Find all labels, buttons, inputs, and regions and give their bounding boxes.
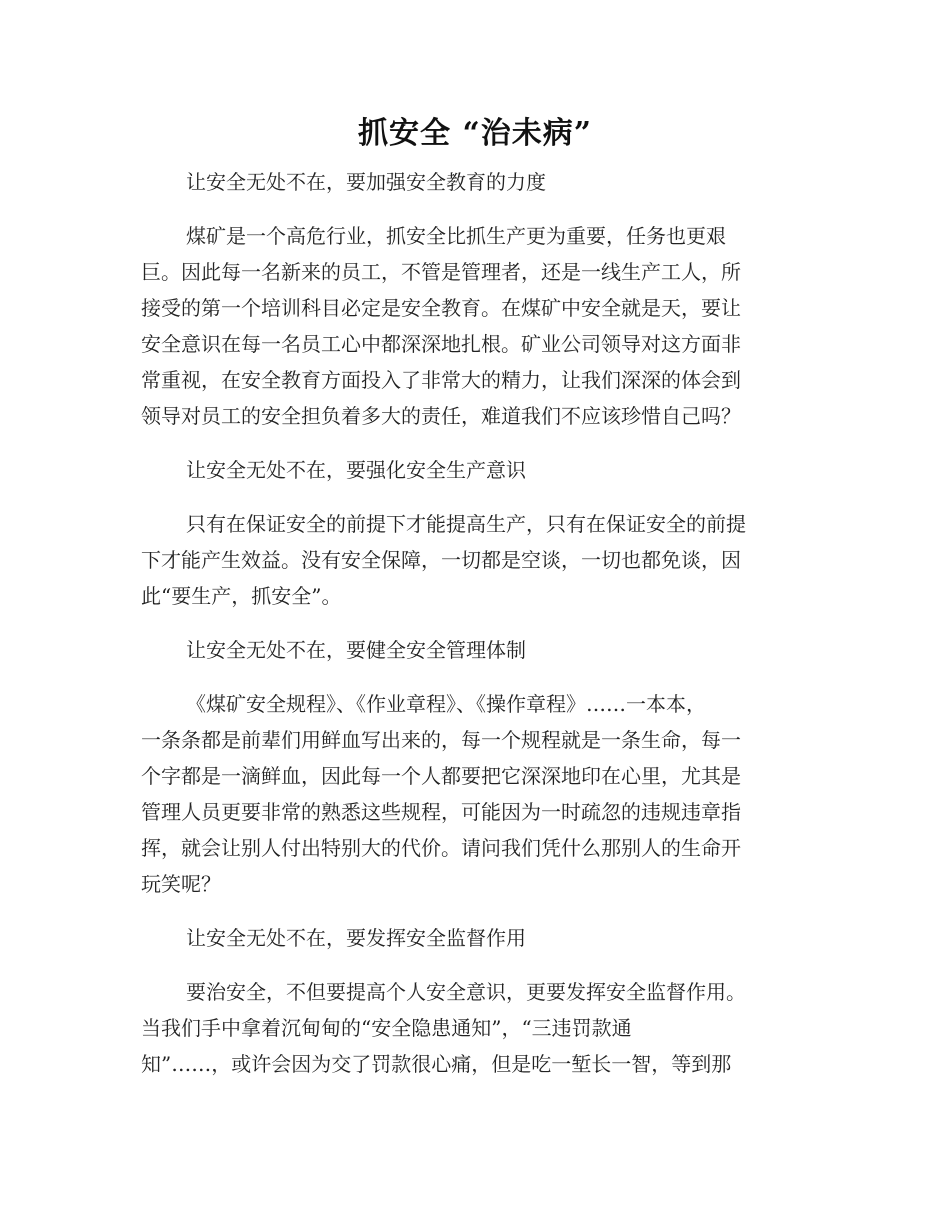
section-heading: 让安全无处不在，要强化安全生产意识 xyxy=(186,458,526,482)
paragraph-line: 领导对员工的安全担负着多大的责任，难道我们不应该珍惜自己吗？ xyxy=(141,404,741,428)
paragraph-line: 个字都是一滴鲜血，因此每一个人都要把它深深地印在心里，尤其是 xyxy=(141,764,741,788)
paragraph-line: 下才能产生效益。没有安全保障，一切都是空谈，一切也都免谈，因 xyxy=(141,548,741,572)
paragraph-line: 只有在保证安全的前提下才能提高生产，只有在保证安全的前提 xyxy=(186,512,746,536)
document-title: 抓安全 “治未病” xyxy=(358,116,592,151)
paragraph-line: 煤矿是一个高危行业，抓安全比抓生产更为重要，任务也更艰 xyxy=(186,224,726,248)
paragraph-line: 此“要生产，抓安全”。 xyxy=(141,584,342,608)
section-heading: 让安全无处不在，要健全安全管理体制 xyxy=(186,638,526,662)
paragraph-line: 《煤矿安全规程》、《作业章程》、《操作章程》……一本本， xyxy=(186,692,706,716)
paragraph-line: 要治安全，不但要提高个人安全意识，更要发挥安全监督作用。 xyxy=(186,980,746,1004)
paragraph-line: 挥，就会让别人付出特别大的代价。请问我们凭什么那别人的生命开 xyxy=(141,836,741,860)
paragraph-line: 管理人员更要非常的熟悉这些规程，可能因为一时疏忽的违规违章指 xyxy=(141,800,741,824)
paragraph-line: 知”……，或许会因为交了罚款很心痛，但是吃一堑长一智，等到那 xyxy=(141,1052,732,1076)
paragraph-line: 接受的第一个培训科目必定是安全教育。在煤矿中安全就是天，要让 xyxy=(141,296,741,320)
paragraph-line: 当我们手中拿着沉甸甸的“安全隐患通知”，“三违罚款通 xyxy=(141,1016,632,1040)
paragraph-line: 常重视，在安全教育方面投入了非常大的精力，让我们深深的体会到 xyxy=(141,368,741,392)
paragraph-line: 一条条都是前辈们用鲜血写出来的，每一个规程就是一条生命，每一 xyxy=(141,728,741,752)
paragraph-line: 安全意识在每一名员工心中都深深地扎根。矿业公司领导对这方面非 xyxy=(141,332,741,356)
section-heading: 让安全无处不在，要加强安全教育的力度 xyxy=(186,170,546,194)
paragraph-line: 玩笑呢？ xyxy=(141,872,221,896)
paragraph-line: 巨。因此每一名新来的员工，不管是管理者，还是一线生产工人，所 xyxy=(141,260,741,284)
section-heading: 让安全无处不在，要发挥安全监督作用 xyxy=(186,926,526,950)
